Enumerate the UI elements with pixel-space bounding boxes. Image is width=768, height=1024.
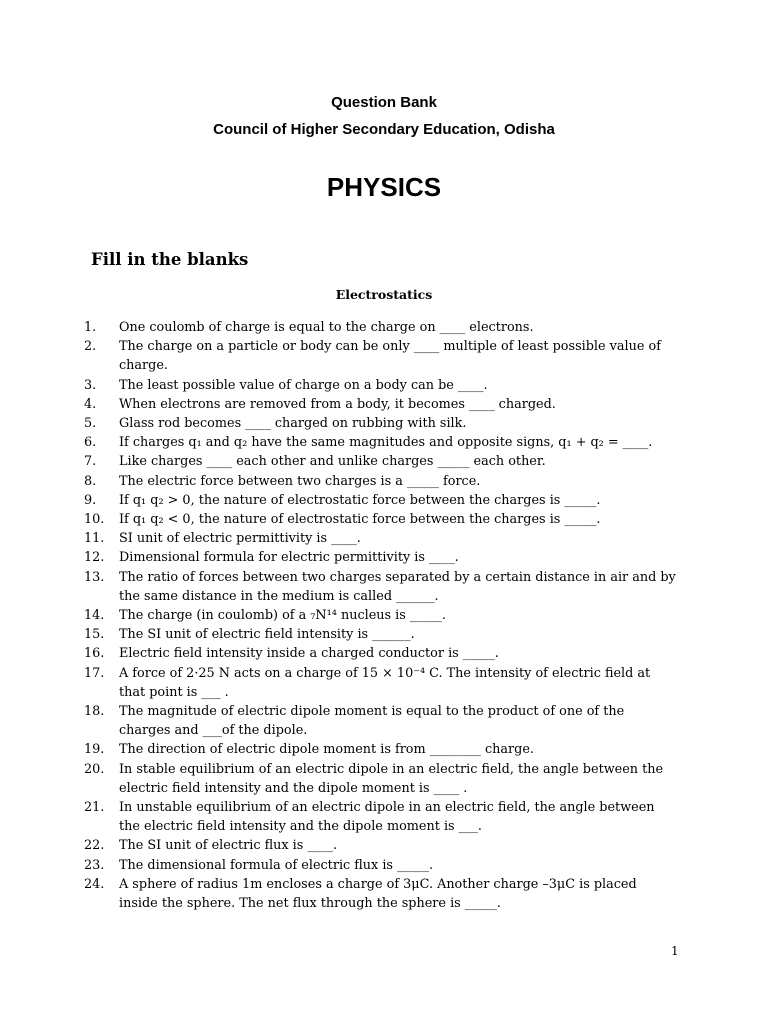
question-text: If q₁ q₂ > 0, the nature of electrostatic force between the charges is _____. — [119, 492, 601, 508]
question-number: 22. — [84, 838, 105, 854]
question-item — [0, 702, 679, 740]
question-number: 14. — [84, 608, 105, 624]
question-number: 11. — [84, 531, 105, 547]
question-number: 12. — [84, 550, 105, 566]
question-item — [0, 529, 679, 548]
question-text: A sphere of radius 1m encloses a charge of 3μC. Another charge –3μC is placed inside the sphere. The net flux through the sphere is _____. — [119, 876, 637, 912]
question-number: 5. — [84, 416, 97, 432]
question-item — [0, 644, 679, 663]
question-item — [0, 376, 679, 395]
question-item — [0, 337, 679, 375]
question-text: The direction of electric dipole moment is from ________ charge. — [119, 742, 534, 758]
question-number: 13. — [84, 569, 105, 585]
question-text: One coulomb of charge is equal to the charge on ____ electrons. — [119, 320, 534, 335]
question-number: 19. — [84, 742, 105, 758]
question-text: A force of 2·25 N acts on a charge of 15 × 10⁻⁴ C. The intensity of electric field at that point is ___ . — [119, 665, 651, 700]
question-text: The SI unit of electric flux is ____. — [119, 838, 338, 854]
question-number: 17. — [84, 665, 105, 681]
question-text: The dimensional formula of electric flux is _____. — [119, 857, 434, 873]
question-text: The ratio of forces between two charges separated by a certain distance in air and by the same distance in the medium is called ______. — [119, 569, 676, 604]
question-item — [0, 472, 679, 491]
question-number: 16. — [84, 646, 105, 662]
question-number: 6. — [84, 435, 97, 451]
question-text: Dimensional formula for electric permittivity is ____. — [119, 550, 459, 566]
question-item — [0, 318, 679, 337]
question-text: Like charges ____ each other and unlike charges _____ each other. — [119, 454, 546, 470]
question-number: 23. — [84, 857, 105, 873]
question-number: 18. — [84, 704, 105, 720]
question-item — [0, 395, 679, 414]
section-title: Fill in the blanks — [91, 250, 249, 269]
question-item — [0, 606, 679, 625]
question-text: Glass rod becomes ____ charged on rubbing with silk. — [119, 416, 467, 432]
question-text: The charge on a particle or body can be only ____ multiple of least possible value of charge. — [119, 339, 661, 374]
question-text: The electric force between two charges is a _____ force. — [119, 473, 481, 489]
question-item — [0, 491, 679, 510]
question-item — [0, 664, 679, 702]
question-number: 24. — [84, 876, 105, 892]
question-item — [0, 452, 679, 471]
question-text: The SI unit of electric field intensity is ______. — [119, 627, 415, 643]
question-number: 8. — [84, 473, 97, 489]
header-question-bank: Question Bank — [331, 94, 437, 111]
question-text: The magnitude of electric dipole moment is equal to the product of one of the charges and ___of the dipole. — [119, 704, 625, 739]
page-number: 1 — [671, 944, 679, 958]
subject-title: PHYSICS — [326, 172, 442, 202]
question-number: 3. — [84, 377, 97, 393]
question-number: 9. — [84, 492, 97, 508]
question-number: 21. — [84, 800, 105, 816]
question-item — [0, 548, 679, 567]
question-item — [0, 875, 679, 913]
question-text: If q₁ q₂ < 0, the nature of electrostatic force between the charges is _____. — [119, 512, 601, 528]
question-item — [0, 414, 679, 433]
question-text: Electric field intensity inside a charged conductor is _____. — [119, 646, 499, 662]
question-number: 7. — [84, 454, 97, 470]
question-item — [0, 856, 679, 875]
question-text: In stable equilibrium of an electric dipole in an electric field, the angle between the electric field intensity and the dipole moment is ____ . — [119, 761, 664, 796]
question-number: 20. — [84, 761, 105, 777]
question-item — [0, 625, 679, 644]
question-item — [0, 836, 679, 855]
question-text: The charge (in coulomb) of a ₇N¹⁴ nucleus is _____. — [119, 608, 446, 624]
topic-heading: Electrostatics — [335, 287, 433, 302]
question-list — [0, 318, 768, 913]
question-text: In unstable equilibrium of an electric dipole in an electric field, the angle between the electric field intensity and the dipole moment is ___. — [119, 800, 655, 835]
question-item — [0, 510, 679, 529]
question-number: 2. — [84, 339, 97, 355]
question-number: 15. — [84, 627, 105, 643]
question-item — [0, 798, 679, 836]
question-number: 4. — [84, 396, 97, 412]
question-text: When electrons are removed from a body, it becomes ____ charged. — [119, 396, 556, 412]
question-number: 10. — [84, 512, 105, 528]
question-item — [0, 740, 679, 759]
question-text: If charges q₁ and q₂ have the same magnitudes and opposite signs, q₁ + q₂ = ____. — [119, 435, 653, 451]
header-council: Council of Higher Secondary Education, Odisha — [213, 121, 555, 138]
question-text: SI unit of electric permittivity is ____. — [119, 531, 361, 547]
question-text: The least possible value of charge on a body can be ____. — [119, 377, 488, 393]
question-item — [0, 568, 679, 606]
question-item — [0, 760, 679, 798]
question-item — [0, 433, 679, 452]
question-number: 1. — [84, 320, 97, 335]
